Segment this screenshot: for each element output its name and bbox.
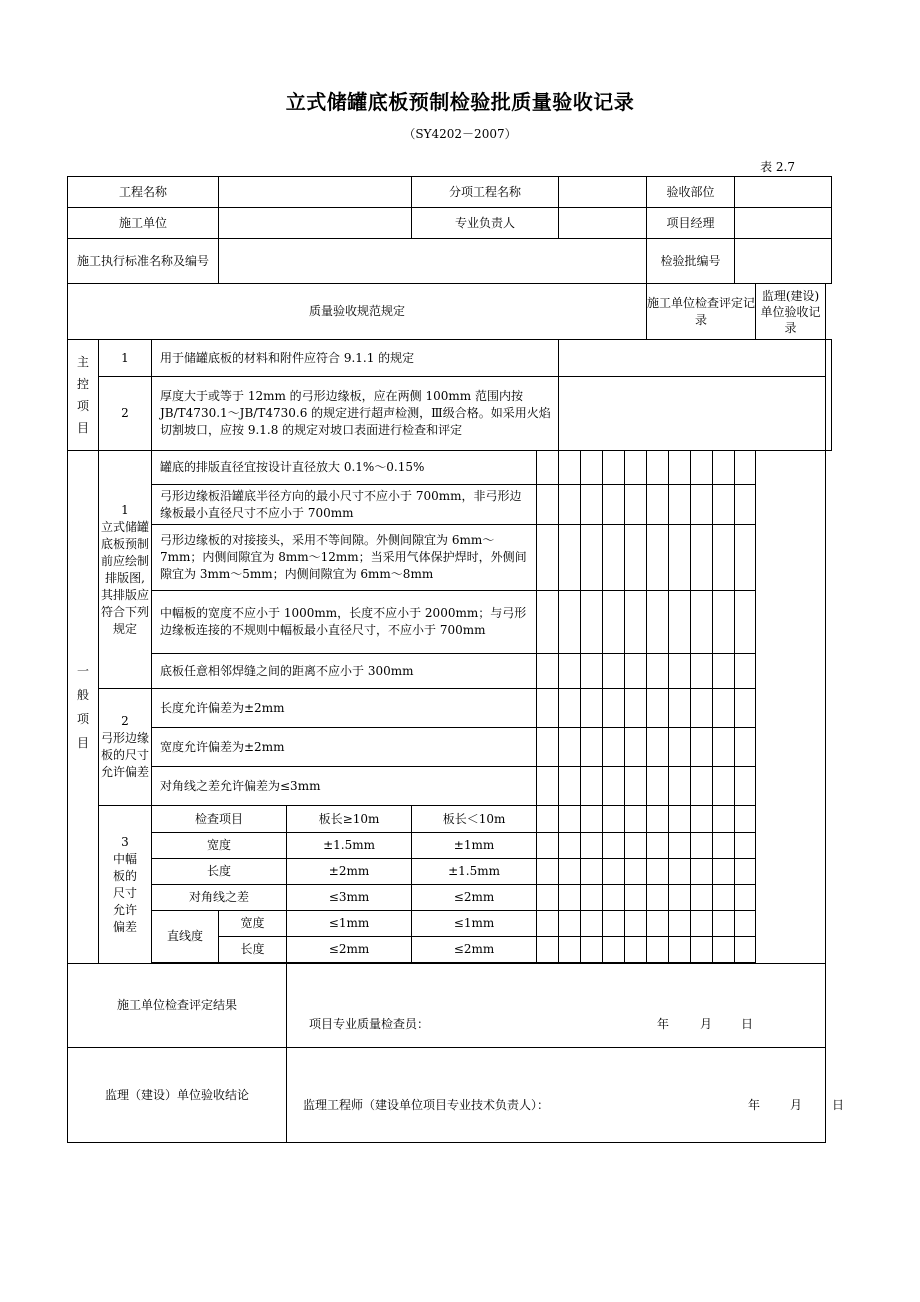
check-cell[interactable] [603, 937, 625, 963]
check-cell[interactable] [559, 833, 581, 859]
tolerance-value: ±1mm [412, 833, 537, 859]
check-cell[interactable] [669, 767, 691, 806]
check-cell[interactable] [537, 833, 559, 859]
supervisor-record-header: 监理(建设)单位验收记录 [756, 284, 826, 340]
check-cell[interactable] [603, 525, 625, 591]
sub-project-field[interactable] [559, 177, 647, 208]
general-item-text: 底板任意相邻焊缝之间的距离不应小于 300mm [152, 654, 537, 689]
subtable-row-label: 宽度 [152, 833, 287, 859]
supervisor-record-cell[interactable] [756, 451, 826, 964]
check-cell[interactable] [735, 767, 756, 806]
check-cell[interactable] [625, 591, 647, 654]
check-cell[interactable] [647, 654, 669, 689]
check-cell[interactable] [625, 911, 647, 937]
check-cell[interactable] [603, 485, 625, 525]
project-manager-label: 项目经理 [647, 208, 735, 239]
page-title: 立式储罐底板预制检验批质量验收记录 [285, 90, 635, 114]
check-cell[interactable] [691, 767, 713, 806]
check-cell[interactable] [537, 728, 559, 767]
check-cell[interactable] [669, 728, 691, 767]
check-cell[interactable] [581, 485, 603, 525]
check-cell[interactable] [713, 833, 735, 859]
check-cell[interactable] [581, 911, 603, 937]
check-cell[interactable] [735, 689, 756, 728]
contractor-record-cell[interactable] [559, 340, 826, 377]
spec-column-header: 质量验收规范规定 [68, 284, 647, 340]
check-cell[interactable] [669, 654, 691, 689]
check-cell[interactable] [537, 911, 559, 937]
check-cell[interactable] [603, 451, 625, 485]
check-cell[interactable] [735, 728, 756, 767]
check-cell[interactable] [559, 525, 581, 591]
check-cell[interactable] [669, 525, 691, 591]
year-label: 年 [748, 1098, 761, 1112]
check-cell[interactable] [669, 485, 691, 525]
general-item-text: 罐底的排版直径宜按设计直径放大 0.1%～0.15% [152, 451, 537, 485]
check-cell[interactable] [559, 689, 581, 728]
check-cell[interactable] [647, 485, 669, 525]
check-cell[interactable] [625, 885, 647, 911]
project-name-label: 工程名称 [68, 177, 219, 208]
supervisor-conclusion-label: 监理（建设）单位验收结论 [68, 1048, 287, 1143]
sub-project-label: 分项工程名称 [412, 177, 559, 208]
check-cell[interactable] [691, 654, 713, 689]
contractor-record-header: 施工单位检查评定记录 [647, 284, 756, 340]
construction-unit-label: 施工单位 [68, 208, 219, 239]
main-item-no: 1 [99, 340, 152, 377]
check-cell[interactable] [669, 885, 691, 911]
check-cell[interactable] [603, 689, 625, 728]
check-cell[interactable] [581, 859, 603, 885]
check-cell[interactable] [691, 591, 713, 654]
check-cell[interactable] [603, 591, 625, 654]
check-cell[interactable] [559, 591, 581, 654]
tolerance-value: ≤2mm [412, 885, 537, 911]
check-cell[interactable] [581, 833, 603, 859]
general-item-text: 弓形边缘板的对接接头，采用不等间隙。外侧间隙宜为 6mm～7mm；内侧间隙宜为 8mm～12mm；当采用气体保护焊时，外侧间隙宜为 3mm～5mm；内侧间隙宜为 6mm～8mm [152, 525, 537, 591]
general-item-text: 弓形边缘板沿罐底半径方向的最小尺寸不应小于 700mm，非弓形边缘板最小直径尺寸不应小于 700mm [152, 485, 537, 525]
check-cell[interactable] [625, 525, 647, 591]
project-name-field[interactable] [219, 177, 412, 208]
check-cell[interactable] [669, 911, 691, 937]
check-cell[interactable] [669, 806, 691, 833]
general-group-3-label: 3 中幅板的尺寸允许偏差 [99, 806, 152, 964]
check-cell[interactable] [735, 833, 756, 859]
check-cell[interactable] [713, 885, 735, 911]
check-cell[interactable] [713, 767, 735, 806]
check-cell[interactable] [603, 767, 625, 806]
subtable-row-label: 对角线之差 [152, 885, 287, 911]
check-cell[interactable] [691, 937, 713, 963]
year-label: 年 [657, 1017, 670, 1031]
acceptance-part-field[interactable] [735, 177, 832, 208]
subtable-header-ge10: 板长≥10m [287, 806, 412, 833]
check-cell[interactable] [559, 451, 581, 485]
check-cell[interactable] [735, 654, 756, 689]
check-cell[interactable] [559, 937, 581, 963]
check-cell[interactable] [625, 654, 647, 689]
check-cell[interactable] [647, 689, 669, 728]
check-cell[interactable] [713, 689, 735, 728]
check-cell[interactable] [537, 654, 559, 689]
check-cell[interactable] [625, 451, 647, 485]
check-cell[interactable] [625, 859, 647, 885]
subtable-row-label: 宽度 [219, 911, 287, 937]
check-cell[interactable] [713, 525, 735, 591]
check-cell[interactable] [647, 767, 669, 806]
check-cell[interactable] [735, 885, 756, 911]
tolerance-value: ≤2mm [287, 937, 412, 963]
tolerance-value: ≤3mm [287, 885, 412, 911]
check-cell[interactable] [669, 859, 691, 885]
check-cell[interactable] [603, 911, 625, 937]
check-cell[interactable] [647, 591, 669, 654]
check-cell[interactable] [625, 767, 647, 806]
general-item-text: 长度允许偏差为±2mm [152, 689, 537, 728]
general-group-2-label: 2 弓形边缘板的尺寸允许偏差 [99, 689, 152, 806]
check-cell[interactable] [691, 911, 713, 937]
check-cell[interactable] [691, 885, 713, 911]
contractor-result-label: 施工单位检查评定结果 [68, 964, 287, 1048]
check-cell[interactable] [581, 689, 603, 728]
subtable-header-item: 检查项目 [152, 806, 287, 833]
check-cell[interactable] [581, 937, 603, 963]
check-cell[interactable] [603, 859, 625, 885]
check-cell[interactable] [735, 591, 756, 654]
check-cell[interactable] [581, 525, 603, 591]
check-cell[interactable] [713, 937, 735, 963]
check-cell[interactable] [559, 885, 581, 911]
check-cell[interactable] [691, 525, 713, 591]
check-cell[interactable] [647, 911, 669, 937]
check-cell[interactable] [735, 937, 756, 963]
tolerance-value: ≤1mm [287, 911, 412, 937]
check-cell[interactable] [691, 728, 713, 767]
general-item-text: 对角线之差允许偏差为≤3mm [152, 767, 537, 806]
general-item-text: 宽度允许偏差为±2mm [152, 728, 537, 767]
standard-name-field[interactable] [219, 239, 647, 284]
check-cell[interactable] [559, 485, 581, 525]
construction-unit-field[interactable] [219, 208, 412, 239]
check-cell[interactable] [581, 451, 603, 485]
subtable-row-label: 长度 [152, 859, 287, 885]
month-label: 月 [790, 1098, 803, 1112]
check-cell[interactable] [537, 525, 559, 591]
check-cell[interactable] [603, 885, 625, 911]
subtable-header-lt10: 板长＜10m [412, 806, 537, 833]
check-cell[interactable] [537, 451, 559, 485]
check-cell[interactable] [647, 833, 669, 859]
batch-no-label: 检验批编号 [647, 239, 735, 284]
check-cell[interactable] [691, 689, 713, 728]
supervisor-engineer-label: 监理工程师（建设单位项目专业技术负责人）： [303, 1098, 550, 1112]
check-cell[interactable] [537, 485, 559, 525]
subtable-row-label: 长度 [219, 937, 287, 963]
main-item-text: 厚度大于或等于 12mm 的弓形边缘板，应在两侧 100mm 范围内按 JB/T4730.1～JB/T4730.6 的规定进行超声检测，Ⅲ级合格。如采用火焰切割坡口，应按 9.1.8 的规定对坡口表面进行检查和评定 [152, 377, 559, 451]
straightness-label: 直线度 [152, 911, 219, 963]
main-item-text: 用于储罐底板的材料和附件应符合 9.1.1 的规定 [152, 340, 559, 377]
check-cell[interactable] [537, 937, 559, 963]
check-cell[interactable] [713, 654, 735, 689]
check-cell[interactable] [713, 485, 735, 525]
check-cell[interactable] [713, 806, 735, 833]
check-cell[interactable] [559, 806, 581, 833]
check-cell[interactable] [537, 591, 559, 654]
check-cell[interactable] [647, 451, 669, 485]
contractor-result-field[interactable] [287, 964, 826, 1048]
supervisor-conclusion-field[interactable] [287, 1048, 845, 1143]
check-cell[interactable] [691, 451, 713, 485]
check-cell[interactable] [625, 485, 647, 525]
check-cell[interactable] [581, 654, 603, 689]
day-label: 日 [741, 1017, 754, 1031]
inspection-record-table [67, 176, 845, 1143]
main-item-no: 2 [99, 377, 152, 451]
check-cell[interactable] [537, 767, 559, 806]
check-cell[interactable] [647, 885, 669, 911]
check-cell[interactable] [559, 654, 581, 689]
main-items-label: 主控项目 [68, 340, 99, 451]
check-cell[interactable] [647, 859, 669, 885]
check-cell[interactable] [537, 885, 559, 911]
check-cell[interactable] [625, 689, 647, 728]
standard-name-label: 施工执行标准名称及编号 [68, 239, 219, 284]
check-cell[interactable] [713, 591, 735, 654]
check-cell[interactable] [691, 806, 713, 833]
tolerance-value: ≤2mm [412, 937, 537, 963]
check-cell[interactable] [581, 591, 603, 654]
check-cell[interactable] [537, 859, 559, 885]
month-label: 月 [700, 1017, 713, 1031]
batch-no-field[interactable] [735, 239, 832, 284]
check-cell[interactable] [625, 806, 647, 833]
check-cell[interactable] [647, 937, 669, 963]
check-cell[interactable] [735, 525, 756, 591]
general-items-label: 一般项目 [68, 451, 99, 964]
tolerance-value: ≤1mm [412, 911, 537, 937]
check-cell[interactable] [735, 859, 756, 885]
table-number: 表 2.7 [760, 160, 795, 174]
check-cell[interactable] [735, 485, 756, 525]
check-cell[interactable] [669, 689, 691, 728]
supervisor-record-cell[interactable] [826, 340, 832, 451]
check-cell[interactable] [603, 654, 625, 689]
check-cell[interactable] [537, 689, 559, 728]
check-cell[interactable] [625, 728, 647, 767]
check-cell[interactable] [691, 485, 713, 525]
check-cell[interactable] [581, 767, 603, 806]
check-cell[interactable] [713, 728, 735, 767]
standard-code: （SY4202－2007） [403, 127, 517, 141]
tolerance-value: ±1.5mm [287, 833, 412, 859]
check-cell[interactable] [559, 728, 581, 767]
contractor-record-cell[interactable] [559, 377, 826, 451]
contractor-inspector-label: 项目专业质量检查员： [309, 1017, 430, 1031]
general-item-text: 中幅板的宽度不应小于 1000mm，长度不应小于 2000mm；与弓形边缘板连接的不规则中幅板最小直径尺寸，不应小于 700mm [152, 591, 537, 654]
check-cell[interactable] [581, 806, 603, 833]
check-cell[interactable] [669, 833, 691, 859]
acceptance-part-label: 验收部位 [647, 177, 735, 208]
check-cell[interactable] [669, 451, 691, 485]
check-cell[interactable] [581, 885, 603, 911]
tolerance-value: ±1.5mm [412, 859, 537, 885]
check-cell[interactable] [537, 806, 559, 833]
check-cell[interactable] [581, 728, 603, 767]
check-cell[interactable] [735, 806, 756, 833]
check-cell[interactable] [691, 859, 713, 885]
project-manager-field[interactable] [735, 208, 832, 239]
check-cell[interactable] [647, 806, 669, 833]
check-cell[interactable] [735, 911, 756, 937]
check-cell[interactable] [625, 833, 647, 859]
check-cell[interactable] [559, 767, 581, 806]
check-cell[interactable] [669, 937, 691, 963]
tolerance-value: ±2mm [287, 859, 412, 885]
check-cell[interactable] [603, 806, 625, 833]
professional-lead-label: 专业负责人 [412, 208, 559, 239]
check-cell[interactable] [559, 911, 581, 937]
check-cell[interactable] [647, 525, 669, 591]
check-cell[interactable] [713, 451, 735, 485]
check-cell[interactable] [559, 859, 581, 885]
check-cell[interactable] [603, 833, 625, 859]
check-cell[interactable] [669, 591, 691, 654]
check-cell[interactable] [647, 728, 669, 767]
check-cell[interactable] [625, 937, 647, 963]
professional-lead-field[interactable] [559, 208, 647, 239]
check-cell[interactable] [735, 451, 756, 485]
general-group-1-label: 1 立式储罐底板预制前应绘制排版图,其排版应符合下列规定 [99, 451, 152, 689]
check-cell[interactable] [603, 728, 625, 767]
check-cell[interactable] [713, 859, 735, 885]
check-cell[interactable] [713, 911, 735, 937]
check-cell[interactable] [691, 833, 713, 859]
day-label: 日 [832, 1098, 845, 1112]
